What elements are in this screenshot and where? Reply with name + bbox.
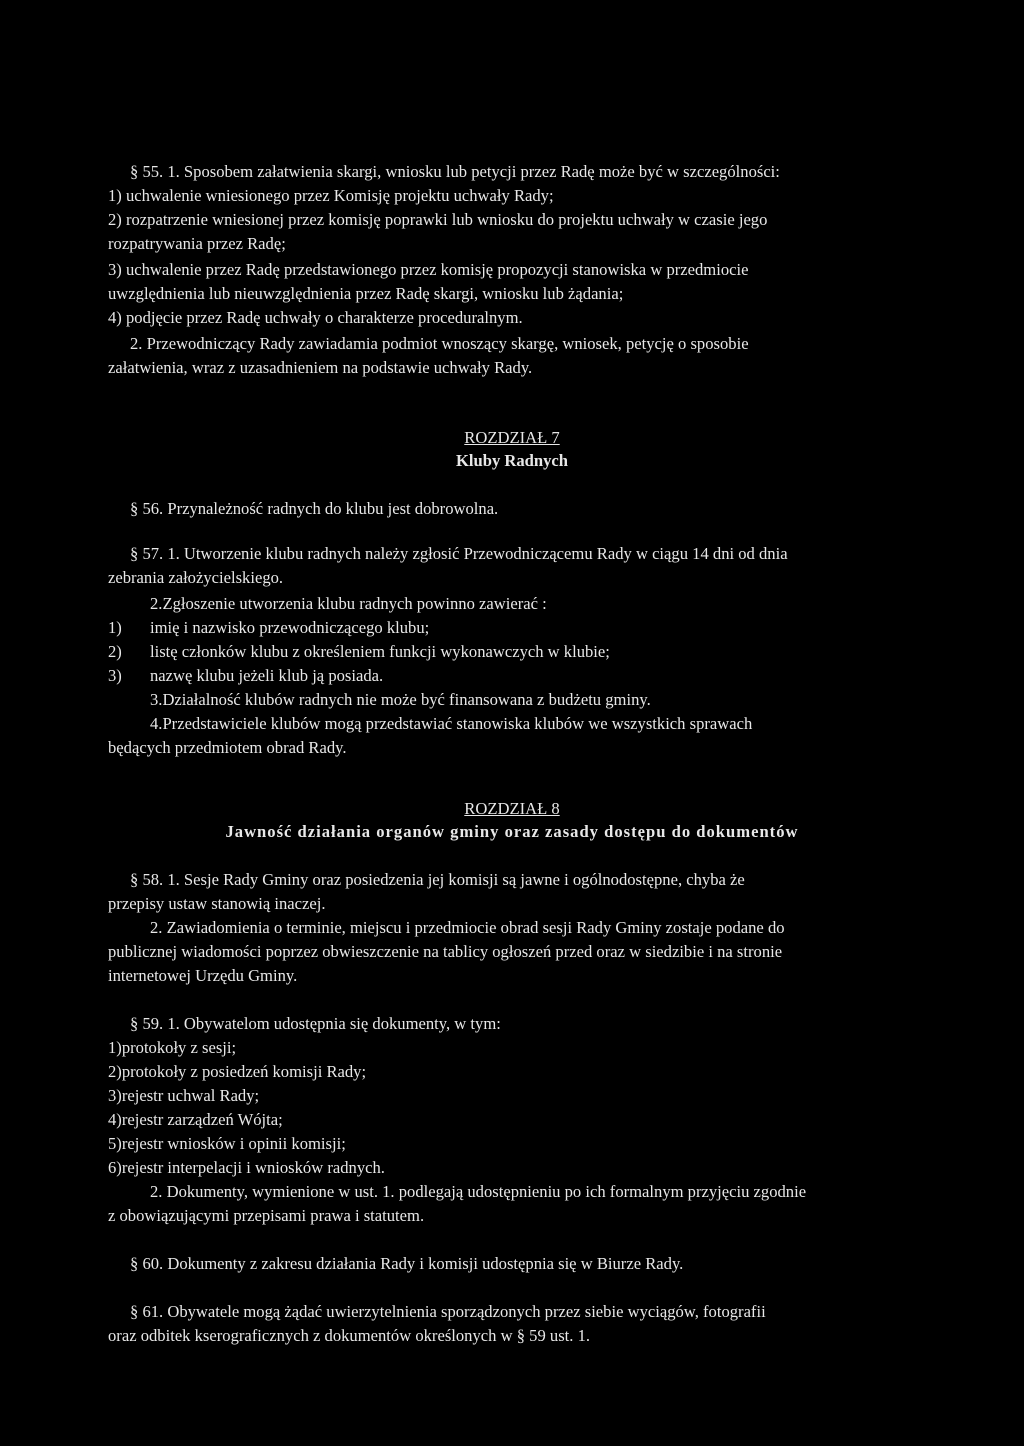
s57-line-3: 2.Zgłoszenie utworzenia klubu radnych powinno zawierać : — [150, 594, 547, 613]
chapter-8-heading: ROZDZIAŁ 8 — [464, 799, 560, 818]
chapter-8-title: Jawność działania organów gminy oraz zasady dostępu do dokumentów — [225, 822, 799, 841]
s60-line-1: § 60. Dokumenty z zakresu działania Rady i komisji udostępnia się w Biurze Rady. — [130, 1254, 684, 1273]
s57-list-item — [108, 644, 610, 661]
s55-line-6: uwzględnienia lub nieuwzględnienia przez Radę skargi, wniosku lub żądania; — [108, 284, 624, 303]
s55-line-7: 4) podjęcie przez Radę uchwały o charakterze proceduralnym. — [108, 308, 523, 327]
s57-line-4: 3.Działalność klubów radnych nie może być finansowana z budżetu gminy. — [150, 690, 651, 709]
s59-line-3: z obowiązującymi przepisami prawa i statutem. — [108, 1206, 425, 1225]
s57-line-1: § 57. 1. Utworzenie klubu radnych należy zgłosić Przewodniczącemu Rady w ciągu 14 dni od dnia — [130, 544, 788, 563]
s59-list-item: 5)rejestr wniosków i opinii komisji; — [108, 1134, 346, 1153]
s55-line-4: rozpatrywania przez Radę; — [108, 234, 286, 253]
s61-line-1: § 61. Obywatele mogą żądać uwierzytelnienia sporządzonych przez siebie wyciągów, fotografii — [130, 1302, 766, 1321]
s57-list-item — [108, 668, 383, 685]
s58-line-4: publicznej wiadomości poprzez obwieszczenie na tablicy ogłoszeń przed oraz w siedzibie i na stronie — [108, 942, 783, 961]
list-text: imię i nazwisko przewodniczącego klubu; — [150, 618, 430, 637]
list-number: 1) — [108, 618, 122, 637]
chapter-7-title: Kluby Radnych — [455, 451, 569, 470]
s55-line-3: 2) rozpatrzenie wniesionej przez komisję poprawki lub wniosku do projektu uchwały w czasie jego — [108, 210, 768, 229]
s57-line-2: zebrania założycielskiego. — [108, 568, 284, 587]
s59-list-item: 4)rejestr zarządzeń Wójta; — [108, 1110, 283, 1129]
s59-list-item: 6)rejestr interpelacji i wniosków radnych. — [108, 1158, 385, 1177]
s57-list-item — [108, 620, 429, 637]
s59-list-item: 1)protokoły z sesji; — [108, 1038, 237, 1057]
s55-line-5: 3) uchwalenie przez Radę przedstawionego przez komisję propozycji stanowiska w przedmiocie — [108, 260, 749, 279]
list-text: listę członków klubu z określeniem funkcji wykonawczych w klubie; — [150, 642, 610, 661]
s56-line-1: § 56. Przynależność radnych do klubu jest dobrowolna. — [130, 499, 499, 518]
s55-line-1: § 55. 1. Sposobem załatwienia skargi, wniosku lub petycji przez Radę może być w szczególności: — [130, 162, 780, 181]
s55-line-2: 1) uchwalenie wniesionego przez Komisję projektu uchwały Rady; — [108, 186, 554, 205]
s58-line-3: 2. Zawiadomienia o terminie, miejscu i przedmiocie obrad sesji Rady Gminy zostaje podane do — [150, 918, 785, 937]
s59-line-2: 2. Dokumenty, wymienione w ust. 1. podlegają udostępnieniu po ich formalnym przyjęciu zgodnie — [150, 1182, 807, 1201]
list-text: nazwę klubu jeżeli klub ją posiada. — [150, 666, 384, 685]
s55-line-9: załatwienia, wraz z uzasadnieniem na podstawie uchwały Rady. — [108, 358, 533, 377]
s58-line-2: przepisy ustaw stanowią inaczej. — [108, 894, 326, 913]
s61-line-2: oraz odbitek kserograficznych z dokumentów określonych w § 59 ust. 1. — [108, 1326, 591, 1345]
s57-line-5: 4.Przedstawiciele klubów mogą przedstawiać stanowiska klubów we wszystkich sprawach — [150, 714, 753, 733]
s59-list-item: 2)protokoły z posiedzeń komisji Rady; — [108, 1062, 367, 1081]
chapter-7-heading: ROZDZIAŁ 7 — [464, 428, 560, 447]
list-number: 2) — [108, 642, 122, 661]
s59-list-item: 3)rejestr uchwal Rady; — [108, 1086, 260, 1105]
s59-line-1: § 59. 1. Obywatelom udostępnia się dokumenty, w tym: — [130, 1014, 501, 1033]
list-number: 3) — [108, 666, 122, 685]
s58-line-5: internetowej Urzędu Gminy. — [108, 966, 298, 985]
s57-line-6: będących przedmiotem obrad Rady. — [108, 738, 347, 757]
s55-line-8: 2. Przewodniczący Rady zawiadamia podmiot wnoszący skargę, wniosek, petycję o sposobie — [130, 334, 749, 353]
s58-line-1: § 58. 1. Sesje Rady Gminy oraz posiedzenia jej komisji są jawne i ogólnodostępne, chyba że — [130, 870, 745, 889]
